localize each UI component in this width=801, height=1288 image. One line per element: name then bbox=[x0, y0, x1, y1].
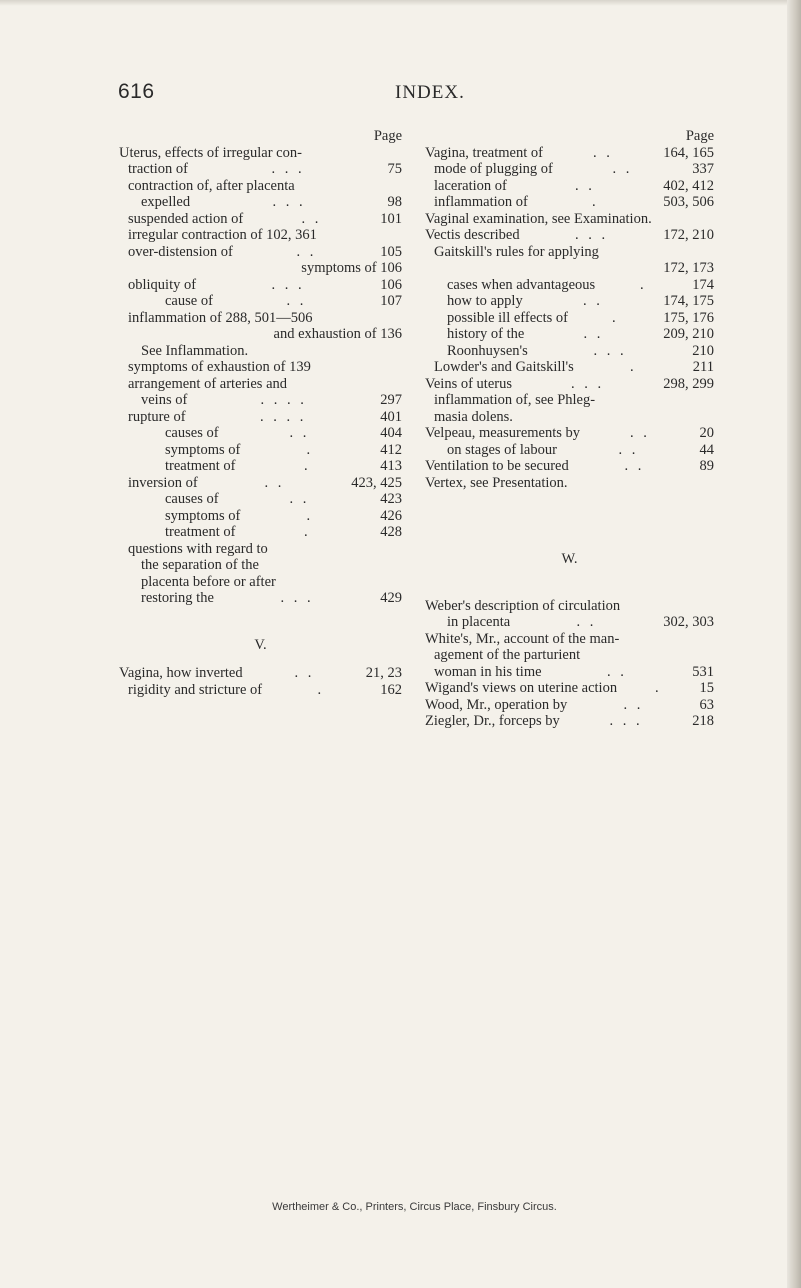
index-entry bbox=[425, 631, 714, 648]
index-entry bbox=[119, 211, 402, 228]
entry-text: inflammation of 288, 501—506 bbox=[128, 309, 313, 326]
leader-dots: . . bbox=[576, 614, 597, 630]
entry-text: Vaginal examination, see Examination. bbox=[425, 210, 652, 227]
entry-text: Wood, Mr., operation by bbox=[425, 696, 568, 713]
entry-text: expelled bbox=[141, 194, 191, 210]
entry-page-ref: 302, 303 bbox=[663, 614, 714, 630]
entry-page-ref: 210 bbox=[692, 342, 714, 359]
leader-dots: . . bbox=[618, 441, 639, 458]
entry-text: symptoms of bbox=[165, 441, 241, 458]
leader-dots: . . bbox=[296, 243, 317, 260]
entry-text: treatment of bbox=[165, 458, 236, 474]
index-entry bbox=[119, 161, 402, 178]
index-entry bbox=[425, 211, 714, 228]
index-entry bbox=[119, 244, 402, 261]
entry-text: Weber's description of circulation bbox=[425, 597, 621, 614]
entry-text: traction of bbox=[128, 161, 188, 177]
leader-dots: . . bbox=[593, 144, 613, 161]
leader-dots: . bbox=[655, 680, 662, 696]
leader-dots: . bbox=[306, 507, 314, 524]
index-entry bbox=[425, 376, 714, 393]
printer-imprint: Wertheimer & Co., Printers, Circus Place, Finsbury Circus. bbox=[272, 1201, 557, 1213]
entry-text: laceration of bbox=[434, 177, 507, 194]
entry-page-ref: 162 bbox=[380, 681, 402, 698]
entry-text: irregular contraction of 102, 361 bbox=[128, 227, 317, 243]
entry-text: possible ill effects of bbox=[447, 309, 568, 326]
section-heading-v: V. bbox=[254, 636, 267, 653]
index-entry bbox=[425, 277, 714, 294]
entry-text: See Inflammation. bbox=[141, 342, 249, 359]
entry-text: Wigand's views on uterine action bbox=[425, 680, 618, 696]
section-heading-w: W. bbox=[561, 551, 578, 567]
index-entry bbox=[119, 541, 402, 558]
entry-text: veins of bbox=[141, 392, 188, 408]
entry-text: masia dolens. bbox=[434, 408, 513, 425]
entry-page-ref: 164, 165 bbox=[663, 144, 714, 161]
entry-page-ref: 175, 176 bbox=[663, 309, 714, 326]
entry-text: Uterus, effects of irregular con- bbox=[119, 144, 302, 161]
index-entry bbox=[425, 227, 714, 244]
index-entry bbox=[119, 359, 402, 376]
entry-page-ref: 174 bbox=[692, 276, 714, 293]
entry-text: the separation of the bbox=[141, 557, 259, 573]
index-entry bbox=[119, 260, 402, 277]
entry-text: cause of bbox=[165, 293, 213, 309]
index-entry bbox=[119, 343, 402, 360]
index-entry bbox=[425, 359, 714, 376]
index-entry bbox=[425, 409, 714, 426]
entry-text: causes of bbox=[165, 491, 219, 507]
index-entry bbox=[119, 682, 402, 699]
entry-text: obliquity of bbox=[128, 276, 197, 293]
leader-dots: . bbox=[630, 359, 637, 375]
entry-page-ref: 20 bbox=[699, 425, 714, 441]
index-entry bbox=[425, 343, 714, 360]
entry-page-ref: 423 bbox=[380, 491, 402, 507]
entry-text: treatment of bbox=[165, 524, 236, 540]
leader-dots: . . bbox=[630, 425, 650, 441]
entry-text: rigidity and stricture of bbox=[128, 681, 263, 698]
page-number: 616 bbox=[118, 80, 155, 103]
entry-page-ref: 412 bbox=[380, 441, 402, 458]
index-entry bbox=[119, 409, 402, 426]
entry-text: inflammation of, see Phleg- bbox=[434, 392, 596, 408]
entry-text: restoring the bbox=[141, 590, 214, 606]
entry-page-ref: 209, 210 bbox=[663, 326, 714, 342]
entry-page-ref: 402, 412 bbox=[663, 177, 714, 194]
index-entry bbox=[119, 590, 402, 607]
index-entry bbox=[425, 161, 714, 178]
entry-text: rupture of bbox=[128, 408, 186, 425]
entry-page-ref: 174, 175 bbox=[663, 293, 714, 309]
entry-page-ref: 89 bbox=[699, 458, 714, 474]
entry-text: Velpeau, measurements by bbox=[425, 425, 581, 441]
entry-text: how to apply bbox=[447, 293, 523, 309]
index-entry bbox=[119, 194, 402, 211]
entry-page-ref: 63 bbox=[699, 696, 714, 713]
entry-page-ref: 426 bbox=[380, 507, 402, 524]
leader-dots: . . . bbox=[593, 342, 627, 359]
entry-page-ref: 429 bbox=[380, 590, 402, 606]
entry-text: mode of plugging of bbox=[434, 161, 553, 177]
leader-dots: . . . bbox=[609, 713, 643, 729]
entry-text: questions with regard to bbox=[128, 540, 268, 557]
leader-dots: . . . . bbox=[260, 408, 307, 425]
index-entry bbox=[425, 178, 714, 195]
entry-text: symptoms of exhaustion of 139 bbox=[128, 359, 311, 375]
index-entry bbox=[119, 425, 402, 442]
entry-text: cases when advantageous bbox=[447, 276, 596, 293]
leader-dots: . . bbox=[607, 663, 627, 680]
index-entry bbox=[425, 260, 714, 277]
leader-dots: . . bbox=[289, 425, 310, 441]
entry-text: White's, Mr., account of the man- bbox=[425, 630, 620, 647]
entry-page-ref: 503, 506 bbox=[663, 194, 714, 210]
index-entry bbox=[119, 178, 402, 195]
entry-text: Ventilation to be secured bbox=[425, 458, 569, 474]
entry-text: agement of the parturient bbox=[434, 647, 581, 663]
entry-text: Veins of uterus bbox=[425, 375, 512, 392]
entry-page-ref: 428 bbox=[380, 524, 402, 540]
index-entry bbox=[425, 647, 714, 664]
leader-dots: . bbox=[306, 441, 314, 458]
entry-page-ref: 106 bbox=[380, 276, 402, 293]
index-entry bbox=[119, 392, 402, 409]
page-header bbox=[0, 80, 801, 106]
leader-dots: . . . bbox=[575, 227, 609, 243]
entry-text: Lowder's and Gaitskill's bbox=[434, 359, 574, 375]
index-entry bbox=[425, 392, 714, 409]
leader-dots: . . bbox=[583, 326, 604, 342]
index-entry bbox=[425, 194, 714, 211]
leader-dots: . . . bbox=[571, 375, 605, 392]
leader-dots: . . bbox=[623, 696, 644, 713]
entry-page-ref: 75 bbox=[387, 161, 402, 177]
leader-dots: . bbox=[304, 524, 311, 540]
entry-text: suspended action of bbox=[128, 210, 244, 227]
entry-page-ref: 21, 23 bbox=[365, 665, 402, 681]
entries-w bbox=[425, 598, 714, 730]
entry-text: causes of bbox=[165, 425, 219, 441]
index-entry bbox=[425, 425, 714, 442]
index-entry bbox=[119, 442, 402, 459]
entry-text: woman in his time bbox=[434, 663, 542, 680]
entries-vagina bbox=[119, 665, 402, 698]
leader-dots: . . bbox=[583, 293, 603, 309]
entry-text: symptoms of 106 bbox=[301, 260, 402, 276]
leader-dots: . . . bbox=[271, 161, 305, 177]
index-entry bbox=[425, 475, 714, 492]
index-entry bbox=[425, 614, 714, 631]
entry-text: inflammation of bbox=[434, 194, 528, 210]
index-entry bbox=[119, 475, 402, 492]
entry-page-ref: 404 bbox=[380, 425, 402, 441]
index-entry bbox=[425, 310, 714, 327]
leader-dots: . . bbox=[289, 491, 310, 507]
leader-dots: . . bbox=[286, 293, 307, 309]
entry-text: and exhaustion of 136 bbox=[273, 326, 402, 342]
leader-dots: . bbox=[640, 276, 647, 293]
index-entry bbox=[119, 310, 402, 327]
entry-text: Vertex, see Presentation. bbox=[425, 474, 568, 491]
leader-dots: . bbox=[304, 458, 311, 474]
leader-dots: . . . . bbox=[260, 392, 307, 408]
index-entry bbox=[425, 664, 714, 681]
entry-text: placenta before or after bbox=[141, 573, 276, 590]
leader-dots: . . bbox=[624, 458, 645, 474]
entry-page-ref: 15 bbox=[699, 680, 714, 696]
entry-page-ref: 107 bbox=[380, 293, 402, 309]
entry-page-ref: 211 bbox=[692, 359, 714, 375]
leader-dots: . . bbox=[575, 177, 595, 194]
entry-page-ref: 297 bbox=[380, 392, 402, 408]
entry-text: Vagina, treatment of bbox=[425, 144, 543, 161]
index-entry bbox=[119, 145, 402, 162]
leader-dots: . . bbox=[301, 210, 322, 227]
index-entry bbox=[425, 442, 714, 459]
index-entry bbox=[119, 277, 402, 294]
entry-page-ref: 531 bbox=[692, 663, 714, 680]
entry-text: history of the bbox=[447, 326, 525, 342]
entry-text: Vagina, how inverted bbox=[119, 665, 243, 681]
leader-dots: . . bbox=[612, 161, 633, 177]
leader-dots: . bbox=[612, 309, 619, 326]
index-entry bbox=[425, 697, 714, 714]
leader-dots: . bbox=[317, 681, 325, 698]
index-entry bbox=[119, 326, 402, 343]
index-entry bbox=[119, 665, 402, 682]
entry-page-ref: 337 bbox=[692, 161, 714, 177]
page-binding-edge bbox=[787, 0, 801, 1288]
leader-dots: . . bbox=[264, 474, 285, 491]
entry-text: Gaitskill's rules for applying bbox=[434, 243, 599, 260]
index-entry bbox=[119, 293, 402, 310]
entry-page-ref: 44 bbox=[699, 441, 714, 458]
index-entry bbox=[425, 713, 714, 730]
entry-text: in placenta bbox=[447, 614, 511, 630]
page-column-label: Page bbox=[685, 128, 714, 144]
leader-dots: . . . bbox=[272, 194, 306, 210]
entry-page-ref: 413 bbox=[380, 458, 402, 474]
entry-text: arrangement of arteries and bbox=[128, 375, 288, 392]
index-entry bbox=[119, 557, 402, 574]
entry-text: on stages of labour bbox=[447, 441, 557, 458]
leader-dots: . bbox=[592, 194, 599, 210]
index-entry bbox=[119, 491, 402, 508]
index-entry bbox=[425, 293, 714, 310]
running-title: INDEX. bbox=[395, 82, 465, 103]
index-entry bbox=[119, 227, 402, 244]
entry-page-ref: 401 bbox=[380, 408, 402, 425]
index-column-left bbox=[119, 128, 402, 698]
index-entry bbox=[425, 145, 714, 162]
entries-v-continued bbox=[425, 145, 714, 492]
entry-text: over-distension of bbox=[128, 243, 233, 260]
entry-page-ref: 218 bbox=[692, 713, 714, 729]
index-entry bbox=[425, 244, 714, 261]
leader-dots: . . . bbox=[280, 590, 314, 606]
entry-text: Vectis described bbox=[425, 227, 520, 243]
entry-text: Roonhuysen's bbox=[447, 342, 528, 359]
entry-text: 172, 173 bbox=[663, 260, 714, 276]
entry-page-ref: 172, 210 bbox=[663, 227, 714, 243]
entry-page-ref: 423, 425 bbox=[351, 474, 402, 491]
entry-text: contraction of, after placenta bbox=[128, 177, 295, 194]
index-entry bbox=[119, 524, 402, 541]
index-entry bbox=[119, 458, 402, 475]
leader-dots: . . bbox=[294, 665, 315, 681]
index-entry bbox=[119, 508, 402, 525]
entry-page-ref: 298, 299 bbox=[663, 375, 714, 392]
entries-uterus bbox=[119, 145, 402, 607]
index-entry bbox=[119, 574, 402, 591]
entry-text: symptoms of bbox=[165, 507, 241, 524]
index-entry bbox=[119, 376, 402, 393]
entry-page-ref: 101 bbox=[380, 210, 402, 227]
entry-text: Ziegler, Dr., forceps by bbox=[425, 713, 560, 729]
page-top-edge bbox=[0, 0, 801, 6]
index-entry bbox=[425, 326, 714, 343]
entry-page-ref: 98 bbox=[387, 194, 402, 210]
entry-page-ref: 105 bbox=[380, 243, 402, 260]
index-column-right bbox=[425, 128, 714, 730]
index-entry bbox=[425, 598, 714, 615]
entry-text: inversion of bbox=[128, 474, 198, 491]
leader-dots: . . . bbox=[271, 276, 305, 293]
index-entry bbox=[425, 680, 714, 697]
index-entry bbox=[425, 458, 714, 475]
page-column-label: Page bbox=[373, 128, 402, 144]
